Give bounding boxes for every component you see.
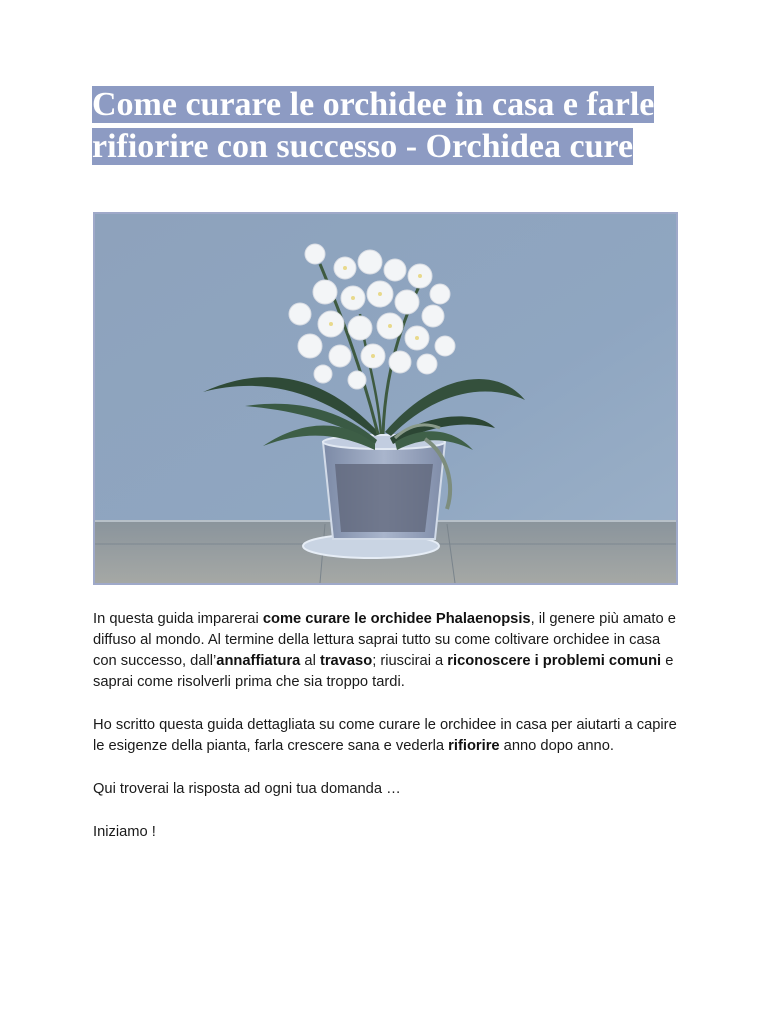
bold-phrase: rifiorire xyxy=(448,738,500,754)
body-text: ; riuscirai a xyxy=(372,653,448,669)
bold-phrase: riconoscere i problemi comuni xyxy=(447,653,662,669)
bold-phrase: come curare le orchidee Phalaenopsis xyxy=(262,611,531,627)
bold-phrase: annaffiatura xyxy=(216,653,301,669)
start-paragraph: Iniziamo ! xyxy=(93,824,156,840)
orchid-photo xyxy=(93,212,678,585)
article-body xyxy=(93,609,683,865)
body-text: e saprai come risolverli prima che sia troppo tardi. xyxy=(93,653,674,690)
orchid-illustration xyxy=(95,214,676,583)
guide-paragraph xyxy=(93,715,683,757)
title-highlight: Come curare le orchidee in casa e farle rifiorire con successo - Orchidea cure xyxy=(92,86,655,165)
document-title xyxy=(92,84,692,167)
body-text: In questa guida imparerai xyxy=(93,611,263,627)
body-text: al xyxy=(300,653,320,669)
bold-phrase: travaso xyxy=(319,653,373,669)
answers-paragraph: Qui troverai la risposta ad ogni tua domanda … xyxy=(93,781,401,797)
body-text: Ho scritto questa guida dettagliata su come curare le orchidee in casa per aiutarti a capire le esigenze della pianta, farla crescere sana e vederla xyxy=(93,717,677,754)
intro-paragraph xyxy=(93,609,683,693)
body-text: anno dopo anno. xyxy=(499,738,614,754)
body-text: , il genere più amato e diffuso al mondo. Al termine della lettura saprai tutto su come coltivare orchidee in casa con successo, dall’ xyxy=(93,611,676,669)
